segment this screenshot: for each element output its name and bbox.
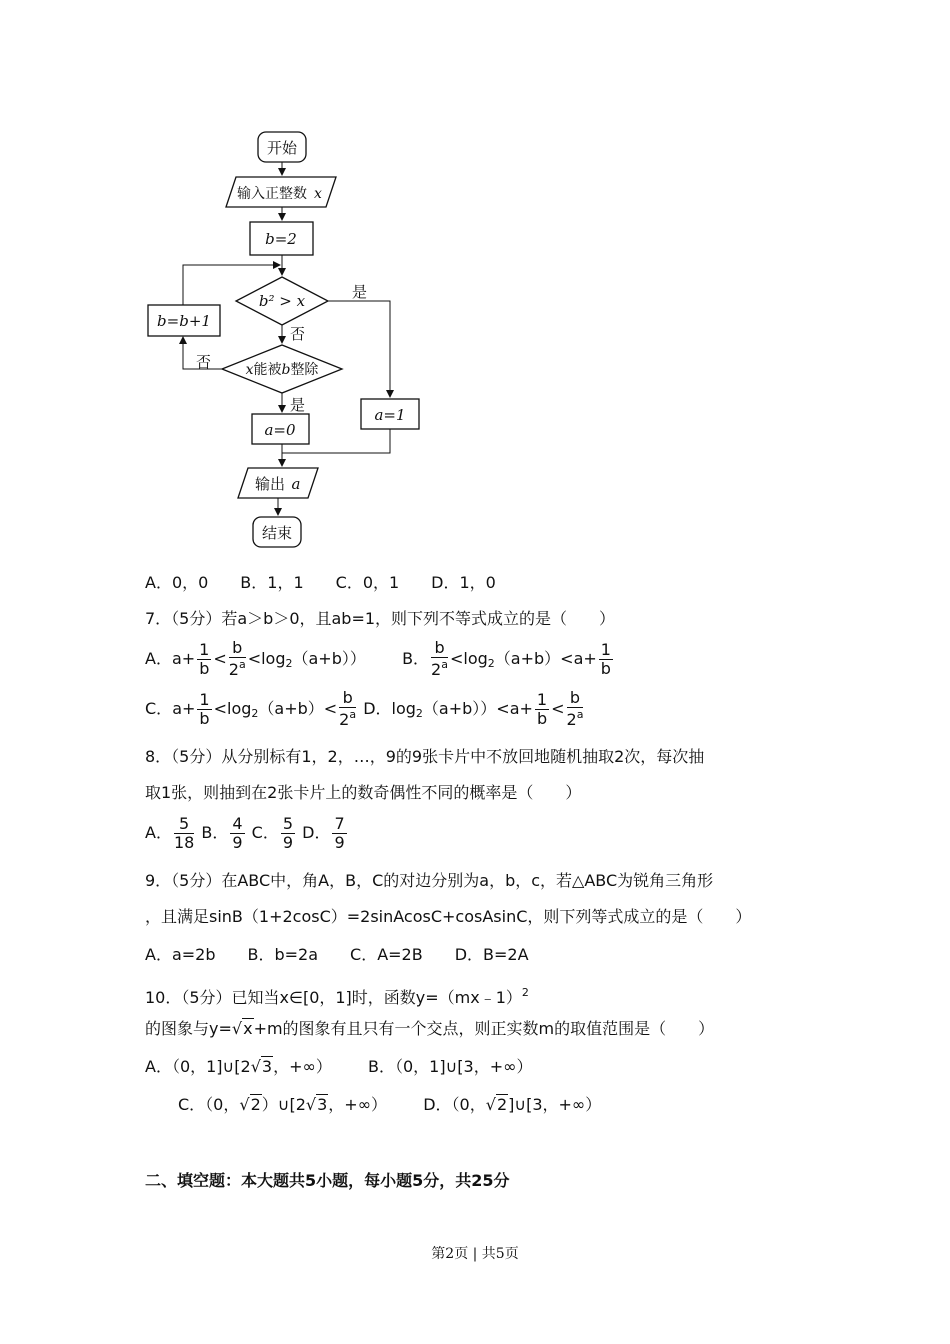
q10-option-d: D．（0，√2]∪[3，+∞） [423, 1095, 602, 1114]
input-label: 输入正整数 [237, 186, 307, 202]
no-label-2: 否 [196, 353, 212, 371]
page-footer: 第2页 | 共5页 [431, 1246, 519, 1262]
q9-line-2: ，且满足sinB（1+2cosC）=2sinAcosC+cosAsinC，则下列等式成立的是（ ） [145, 907, 752, 926]
q10-options-ab [145, 1056, 532, 1078]
q7-option-b: B． $\frac{b}{2^a}$ $<\log_2(a+b)<a+$ $\frac{1}{b}$ [402, 638, 611, 679]
q7-stem: 7．（5分）若a＞b＞0，且ab=1，则下列不等式成立的是（ ） [145, 609, 616, 628]
yes-label-2: 是 [290, 396, 306, 414]
q10-line-2: 的图象与y=√x+m的图象有且只有一个交点，则正实数m的取值范围是（ ） [145, 1019, 715, 1038]
q6-options: A．0，0 B．1，1 C．0，1 D．1，0 [145, 573, 496, 592]
flowchart [140, 125, 440, 555]
q8-line-2: 取1张，则抽到在2张卡片上的数奇偶性不同的概率是（ ） [145, 783, 582, 802]
q10-option-a: A．（0，1]∪[2√3，+∞） [145, 1057, 332, 1076]
end-label: 结束 [261, 524, 293, 542]
q8-options [145, 816, 349, 856]
q10-option-b: B．（0，1]∪[3，+∞） [368, 1057, 533, 1076]
flowchart-svg [140, 125, 440, 555]
section-heading-fill-in: 二、填空题：本大题共5小题，每小题5分，共25分 [145, 1171, 510, 1190]
q7-row-cd [145, 690, 585, 730]
q9-options: A．a=2b B．b=2a C．A=2B D．B=2A [145, 945, 529, 964]
condition-1-label: b² > x [258, 292, 306, 310]
condition-2-label: x能被b整除 [245, 362, 319, 378]
q7-option-c: C．a+ $\frac{1}{b}$ $<\log_2(a+b)<$ $\frac{b}{2^a}$ [145, 688, 357, 729]
assign-1-label: a=1 [374, 406, 406, 424]
output-var: a [291, 475, 301, 493]
start-label: 开始 [266, 139, 298, 157]
q8-option-c: C． $\frac{5}{9}$ [251, 814, 294, 852]
q7-option-a: A．a+ $\frac{1}{b}$ < $\frac{b}{2^a}$ $<\log_2(a+b)$） [145, 638, 366, 679]
input-var: x [314, 186, 322, 202]
q8-option-d: D． $\frac{7}{9}$ [302, 814, 345, 852]
init-label: b=2 [265, 230, 297, 248]
q7-row-ab [145, 640, 615, 680]
q9-line-1: 9．（5分）在ABC中，角A，B，C的对边分别为a，b，c，若△ABC为锐角三角形 [145, 871, 714, 890]
increment-label: b=b+1 [157, 312, 211, 330]
q8-option-b: B． $\frac{4}{9}$ [201, 814, 243, 852]
output-label: 输出 [254, 475, 286, 493]
q8-line-1: 8．（5分）从分别标有1，2，…，9的9张卡片中不放回地随机抽取2次，每次抽 [145, 747, 705, 766]
yes-label-1: 是 [352, 283, 368, 301]
no-label-1: 否 [290, 325, 306, 343]
assign-0-label: a=0 [264, 421, 296, 439]
q7-option-d: D．$\log_2(a+b))<a+$ $\frac{1}{b}$ < $\frac{b}{2^a}$ [363, 688, 584, 729]
q10-line-1: 10．（5分）已知当x∈[0，1]时，函数y=（mx﹣1）$^2$ [145, 986, 529, 1007]
q10-option-c: C．（0，√2）∪[2√3，+∞） [178, 1095, 388, 1114]
q8-option-a: A． $\frac{5}{18}$ [145, 814, 195, 852]
q10-options-cd [178, 1094, 601, 1116]
